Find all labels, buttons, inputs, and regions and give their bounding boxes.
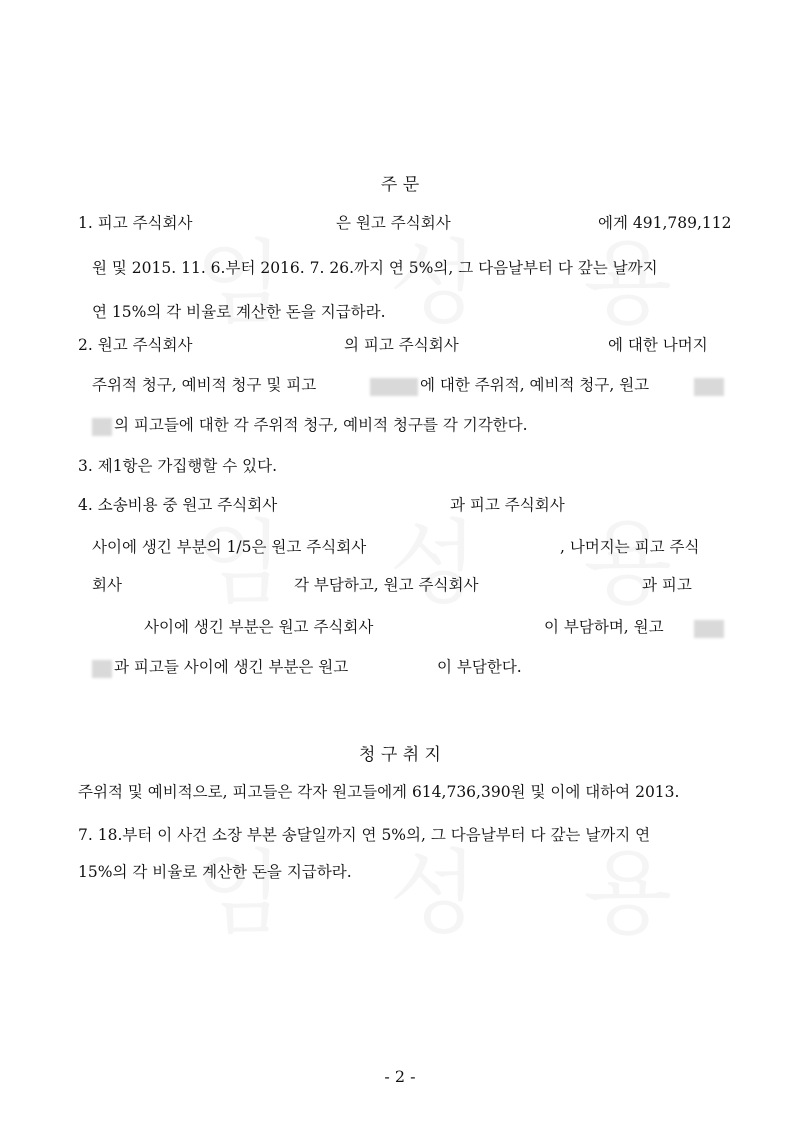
order-heading: 주 문	[380, 175, 420, 195]
item-2-line-2	[92, 375, 732, 395]
item-2-line-3	[92, 415, 732, 435]
text-segment: 사이에 생긴 부분의 1/5은 원고 주식회사	[92, 538, 367, 556]
page-number: - 2 -	[384, 1067, 416, 1086]
item-4-line-1	[78, 495, 728, 515]
text-segment: 과 피고 주식회사	[450, 496, 565, 514]
claim-line-1: 주위적 및 예비적으로, 피고들은 각자 원고들에게 614,736,390원 및 이에 대하여 2013.	[78, 783, 680, 801]
text-segment: 회사	[92, 576, 122, 594]
text-segment: 에 대한 주위적, 예비적 청구, 원고	[420, 376, 650, 394]
text-segment: 과 피고들 사이에 생긴 부분은 원고	[114, 658, 349, 676]
text-segment: 은 원고 주식회사	[336, 214, 451, 232]
claim-line-2: 7. 18.부터 이 사건 소장 부본 송달일까지 연 5%의, 그 다음날부터 다 갚는 날까지 연	[78, 826, 651, 844]
redacted-name	[92, 658, 112, 678]
redacted-name	[370, 376, 418, 396]
item-3-line-1: 3. 제1항은 가집행할 수 있다.	[78, 457, 278, 475]
item-4-line-2	[92, 537, 732, 557]
text-segment: 이 부담하며, 원고	[544, 618, 664, 636]
text-segment: 4. 소송비용 중 원고 주식회사	[78, 496, 278, 514]
redacted-name	[92, 416, 112, 436]
text-segment: 사이에 생긴 부분은 원고 주식회사	[144, 618, 374, 636]
item-1-line-1	[78, 213, 732, 233]
item-1-line-2: 원 및 2015. 11. 6.부터 2016. 7. 26.까지 연 5%의, 그 다음날부터 다 갚는 날까지	[92, 259, 658, 277]
text-segment: 이 부담한다.	[437, 658, 522, 676]
item-4-line-5	[92, 657, 732, 677]
item-1-line-3: 연 15%의 각 비율로 계산한 돈을 지급하라.	[92, 303, 386, 321]
text-segment: 1. 피고 주식회사	[78, 214, 193, 232]
text-segment: 주위적 청구, 예비적 청구 및 피고	[92, 376, 317, 394]
text-segment: 의 피고들에 대한 각 주위적 청구, 예비적 청구를 각 기각한다.	[114, 416, 528, 434]
redacted-name	[694, 376, 724, 396]
text-segment: 에게 491,789,112	[598, 214, 732, 232]
item-4-line-3	[92, 575, 732, 595]
text-segment: 과 피고	[642, 576, 692, 594]
text-segment: 에 대한 나머지	[608, 336, 708, 354]
text-segment: 각 부담하고, 원고 주식회사	[294, 576, 479, 594]
text-segment: , 나머지는 피고 주식	[560, 538, 700, 556]
text-segment: 의 피고 주식회사	[344, 336, 459, 354]
claim-line-3: 15%의 각 비율로 계산한 돈을 지급하라.	[78, 863, 352, 881]
claim-heading: 청 구 취 지	[359, 745, 441, 765]
text-segment: 2. 원고 주식회사	[78, 336, 193, 354]
item-4-line-4	[92, 617, 732, 637]
redacted-name	[694, 618, 724, 638]
item-2-line-1	[78, 335, 728, 355]
